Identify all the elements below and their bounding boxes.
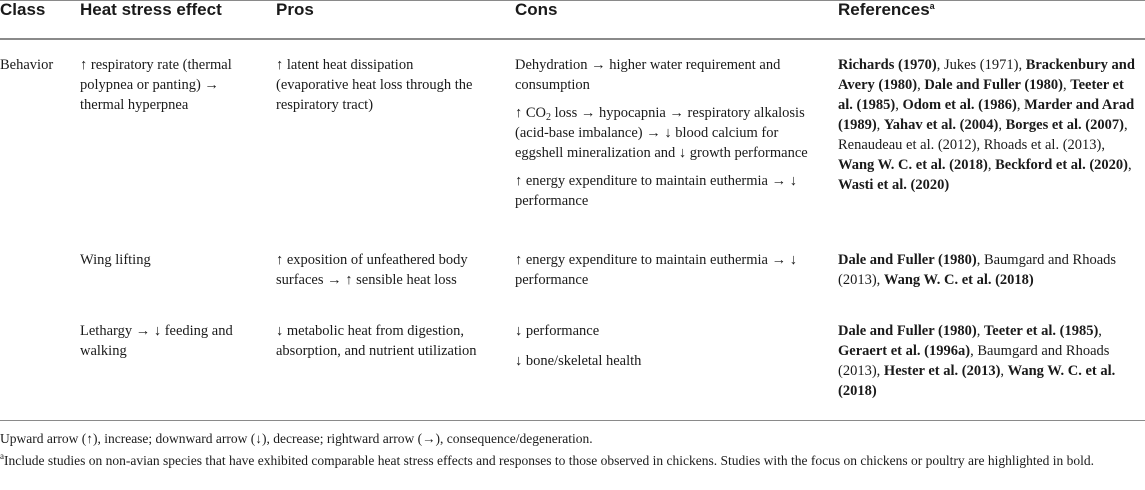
reference-item: Beckford et al. (2020): [995, 157, 1128, 173]
reference-item: Jukes (1971): [943, 57, 1019, 73]
row3-pros: ↓ metabolic heat from digestion, absorption, and nutrient utilization: [276, 323, 477, 359]
row1-class: Behavior: [0, 57, 54, 73]
row3-cons-1: ↓ performance: [515, 323, 600, 339]
reference-item: Hester et al. (2013): [883, 363, 1001, 379]
row1-cons-3: ↑ energy expenditure to maintain euthermia → ↓ performance: [515, 173, 797, 209]
row3-cons-2: ↓ bone/skeletal health: [515, 353, 642, 369]
header-references-label: References: [838, 0, 930, 19]
reference-item: Yahav et al. (2004): [883, 117, 999, 133]
header-pros: Pros: [276, 0, 314, 19]
reference-item: Wasti et al. (2020): [838, 177, 950, 193]
header-rule: [0, 38, 1145, 40]
reference-item: Renaudeau et al. (2012): [838, 137, 977, 153]
footnote-a: [0, 452, 1140, 470]
row2-cons: [515, 250, 830, 298]
row2-references: Dale and Fuller (1980), Baumgard and Rhoads (2013), Wang W. C. et al. (2018): [838, 252, 1117, 288]
row1-cons-2: ↑ $CO_2$ loss → hypocapnia → respiratory alkalosis (acid-base imbalance) → ↓ blood calcium for eggshell mineralization and ↓ growth performance: [515, 105, 808, 161]
row1-cons-1: Dehydration → higher water requirement and consumption: [515, 57, 781, 93]
row1-pros: ↑ latent heat dissipation (evaporative heat loss through the respiratory tract): [276, 57, 473, 113]
reference-item: Wang W. C. et al. (2018): [883, 272, 1034, 288]
row2-effect: Wing lifting: [80, 252, 151, 268]
header-effect: Heat stress effect: [80, 0, 222, 19]
row3-effect: Lethargy → ↓ feeding and walking: [80, 323, 233, 359]
reference-item: Dale and Fuller (1980): [924, 77, 1063, 93]
row1-effect: ↑ respiratory rate (thermal polypnea or panting) → thermal hyperpnea: [80, 57, 232, 113]
reference-item: Baumgard and Rhoads (2013): [838, 343, 1110, 379]
subscript: 2: [546, 112, 552, 123]
footnote-arrows: Upward arrow (↑), increase; downward arrow (↓), decrease; rightward arrow (→), consequence/degeneration.: [0, 431, 593, 446]
reference-item: Dale and Fuller (1980): [838, 323, 977, 339]
reference-item: Richards (1970): [838, 57, 937, 73]
reference-item: Borges et al. (2007): [1005, 117, 1124, 133]
reference-item: Dale and Fuller (1980): [838, 252, 977, 268]
reference-item: Baumgard and Rhoads (2013): [838, 252, 1117, 288]
row3-cons: [515, 321, 830, 379]
footnote-a-marker: a: [0, 451, 4, 461]
reference-item: Geraert et al. (1996a): [838, 343, 971, 359]
reference-item: Wang W. C. et al. (2018): [838, 157, 988, 173]
row1-cons: [515, 55, 830, 219]
header-cons: Cons: [515, 0, 558, 19]
reference-item: Odom et al. (1986): [902, 97, 1017, 113]
header-references: [838, 0, 935, 20]
header-class: Class: [0, 0, 46, 19]
row2-cons-1: ↑ energy expenditure to maintain euthermia → ↓ performance: [515, 252, 797, 288]
reference-item: Marder and Arad (1989): [838, 97, 1135, 133]
reference-item: Brackenbury and Avery (1980): [838, 57, 1135, 93]
bottom-rule: [0, 420, 1145, 421]
row1-references: Richards (1970), Jukes (1971), Brackenbury and Avery (1980), Dale and Fuller (1980), Teeter et al. (1985), Odom et al. (1986), Marder and Arad (1989), Yahav et al. (2004), Borges et al. (2007), Renaudeau et al. (2012), Rhoads et al. (2013), Wang W. C. et al. (2018), Beckford et al. (2020), Wasti et al. (2020): [838, 57, 1135, 193]
footnote-a-text: Include studies on non-avian species that have exhibited comparable heat stress effects and responses to those observed in chickens. Studies with the focus on chickens or poultry are highlighted in bold.: [4, 453, 1094, 468]
reference-item: Wang W. C. et al. (2018): [838, 363, 1116, 399]
header-references-sup: a: [929, 1, 935, 11]
reference-item: Rhoads et al. (2013): [983, 137, 1102, 153]
row2-pros: ↑ exposition of unfeathered body surfaces → ↑ sensible heat loss: [276, 252, 468, 288]
reference-item: Teeter et al. (1985): [838, 77, 1124, 113]
row3-references: Dale and Fuller (1980), Teeter et al. (1985), Geraert et al. (1996a), Baumgard and Rhoads (2013), Hester et al. (2013), Wang W. C. et al. (2018): [838, 323, 1116, 399]
reference-item: Teeter et al. (1985): [983, 323, 1099, 339]
